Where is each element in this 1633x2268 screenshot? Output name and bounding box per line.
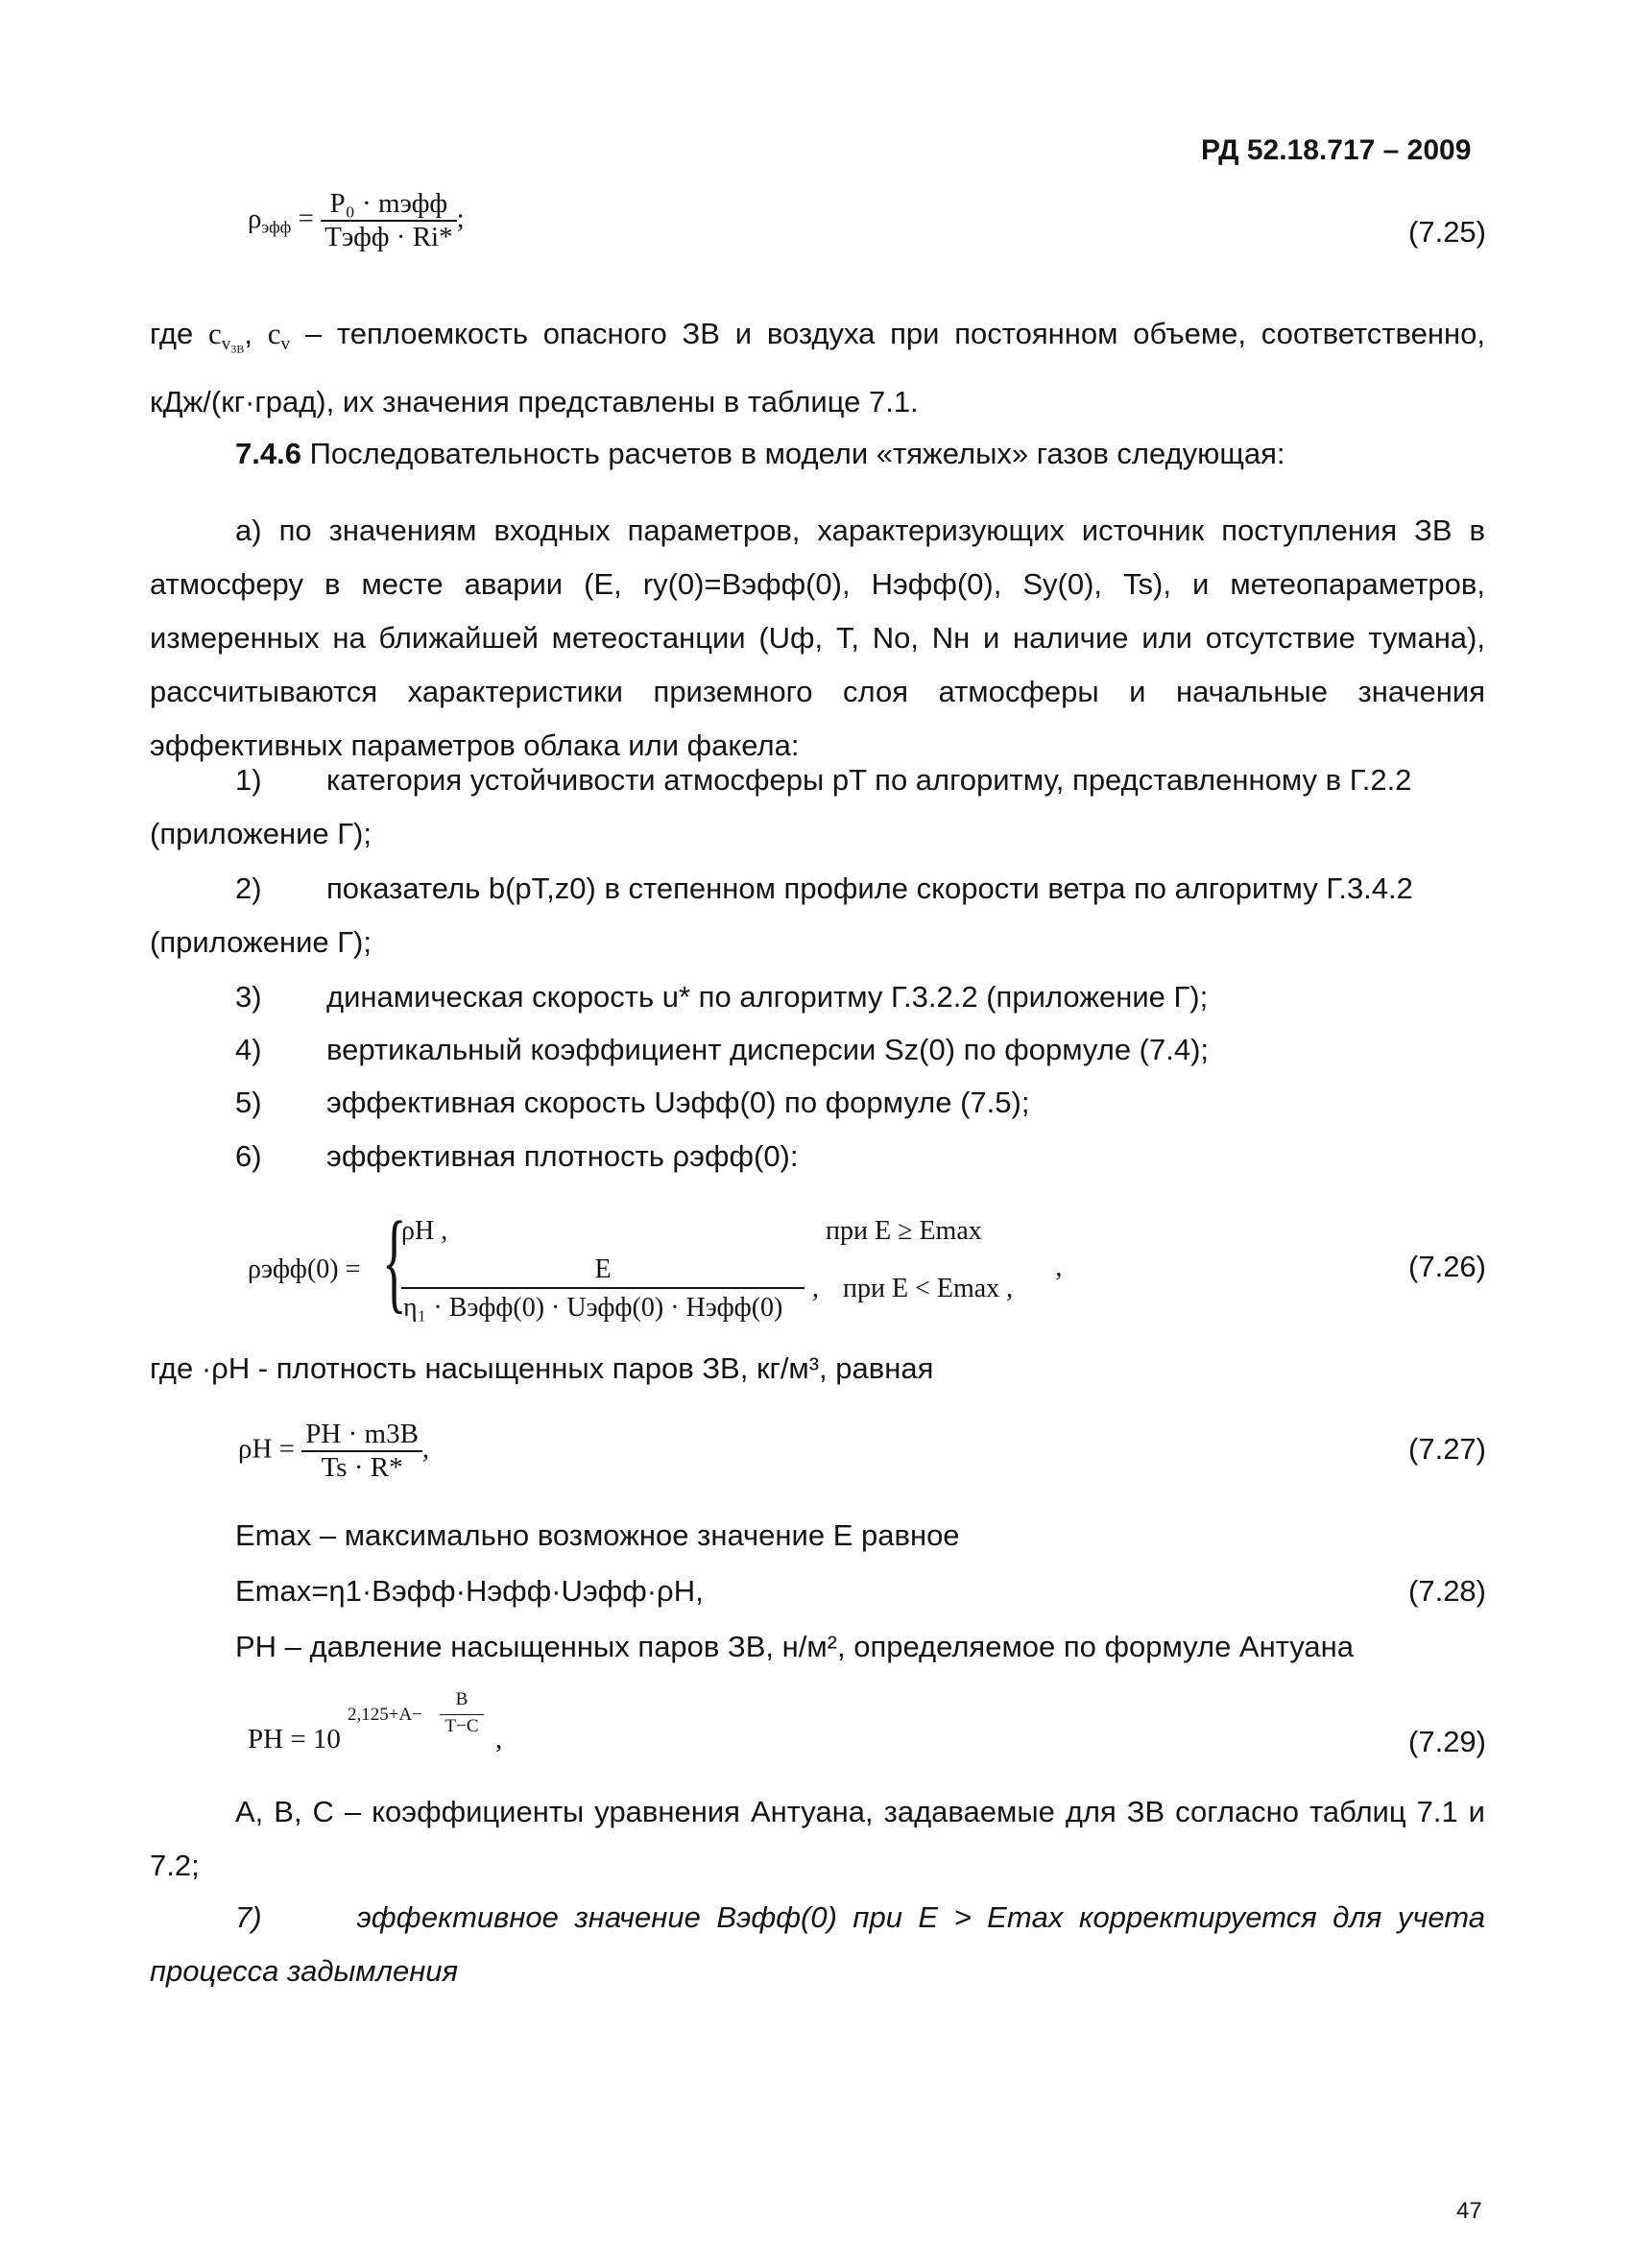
list-item: 6) эффективная плотность ρэфф(0): [235, 1139, 799, 1173]
list-item: 3) динамическая скорость u* по алгоритму Г.3.2.2 (приложение Г); [235, 980, 1209, 1014]
ph-definition: PH – давление насыщенных паров ЗВ, н/м², определяемое по формуле Антуана [235, 1630, 1355, 1663]
paragraph-antoine-coefficients: A, B, C – коэффициенты уравнения Антуана, задаваемые для ЗВ согласно таблиц 7.1 и 7.2; [150, 1795, 1485, 1882]
equation-number-7-28: (7.28) [1408, 1574, 1486, 1608]
paragraph-rho-h: где ·ρH - плотность насыщенных паров ЗВ, кг/м³, равная [150, 1351, 934, 1385]
equation-7-28: Emax=η1·Bэфф·Hэфф·Uэфф·ρH, [235, 1574, 704, 1608]
list-item: 5) эффективная скорость Uэфф(0) по формуле (7.5); [235, 1086, 1030, 1119]
list-item: 7) эффективное значение Bэфф(0) при E > Emax корректируется для учета процесса задымления [150, 1900, 1485, 1988]
paragraph-heat-capacity: где $c_{v_{3B}}$, $c_v$ – теплоемкость опасного ЗВ и воздуха при постоянном объеме, соответственно, кДж/(кг·град), их значения представлены в таблице 7.1. [150, 317, 1485, 419]
symbol-cv3b: $c_{v_{3B}}$ [208, 317, 245, 356]
equation-number-7-29: (7.29) [1408, 1725, 1486, 1758]
equation-7-25: $\rho_{эфф}$ = $\frac{\text{P₀ · mэфф}}{\text{Tэфф · Ri*}}$ ; [248, 188, 465, 252]
equation-7-29: PH = 10 2,125+A− B T−C , [248, 1689, 503, 1755]
list-item: 4) вертикальный коэффициент дисперсии Sz(0) по формуле (7.4); [235, 1033, 1210, 1066]
equation-7-27: ρH = $\frac{PH \cdot m3B}{Ts \cdot R*}$ , [238, 1419, 430, 1483]
section-heading-7-4-6: 7.4.6 Последовательность расчетов в модели «тяжелых» газов следующая: [235, 437, 1285, 470]
paragraph-a: а) по значениям входных параметров, характеризующих источник поступления ЗВ в атмосферу в месте аварии (E, rу(0)=Bэфф(0), Hэфф(0), Sу(0), Ts), и метеопараметров, измеренных на ближайшей метеостанции (Uф, T, No, Nн и наличие или отсутствие тумана), рассчитываются характеристики приземного слоя атмосферы и начальные значения эффективных параметров облака или факела: [150, 513, 1485, 762]
equation-number-7-25: (7.25) [1408, 215, 1486, 249]
document-header: РД 52.18.717 – 2009 [1201, 134, 1472, 166]
page-number: 47 [1456, 2198, 1482, 2224]
equation-number-7-27: (7.27) [1408, 1432, 1486, 1466]
equation-number-7-26: (7.26) [1408, 1250, 1486, 1283]
equation-7-26: ρэфф(0) = { ρH , при E ≥ Emax E η₁ · Bэфф(0) · Uэфф(0) · Hэфф(0) , при E < Emax , ’ [248, 1198, 1064, 1324]
eq-lhs: $\rho_{эфф}$ [248, 203, 292, 237]
symbol-cv: $c_v$ [267, 317, 291, 354]
eq-fraction: $\frac{\text{P₀ · mэфф}}{\text{Tэфф · Ri*}}$ [321, 188, 456, 253]
emax-definition: Emax – максимально возможное значение E равное [235, 1518, 960, 1552]
